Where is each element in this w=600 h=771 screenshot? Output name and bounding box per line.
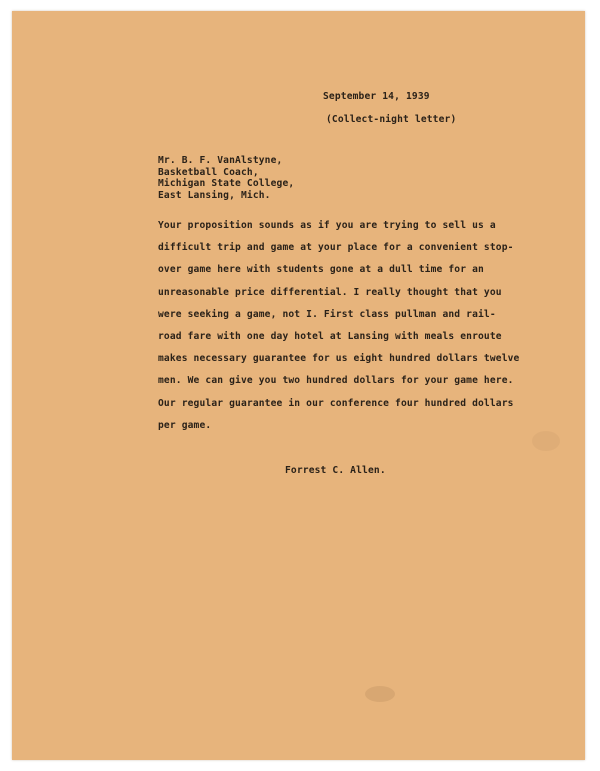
letter-date: September 14, 1939 [323,91,430,102]
body-line: Our regular guarantee in our conference four hundred dollars [158,397,514,409]
body-line: over game here with students gone at a dull time for an [158,264,484,276]
body-line: were seeking a game, not I. First class pullman and rail- [158,308,496,320]
letter-page [12,11,585,760]
paper-smudge [532,431,560,451]
paper-smudge [365,686,395,702]
address-line: East Lansing, Mich. [158,189,271,201]
recipient-address [158,155,294,201]
body-line: road fare with one day hotel at Lansing with meals enroute [158,331,502,343]
body-line: Your proposition sounds as if you are trying to sell us a [158,220,496,231]
address-line: Basketball Coach, [158,166,259,178]
letter-body [158,215,519,437]
signature: Forrest C. Allen. [285,465,386,476]
address-line: Michigan State College, [158,178,295,189]
body-line: difficult trip and game at your place for a convenient stop- [158,242,514,254]
body-line: per game. [158,419,212,431]
body-line: makes necessary guarantee for us eight hundred dollars twelve [158,353,520,365]
letter-delivery-note: (Collect-night letter) [326,114,457,125]
address-line: Mr. B. F. VanAlstyne, [158,155,283,166]
body-line: men. We can give you two hundred dollars for your game here. [158,375,514,387]
body-line: unreasonable price differential. I really thought that you [158,286,502,298]
